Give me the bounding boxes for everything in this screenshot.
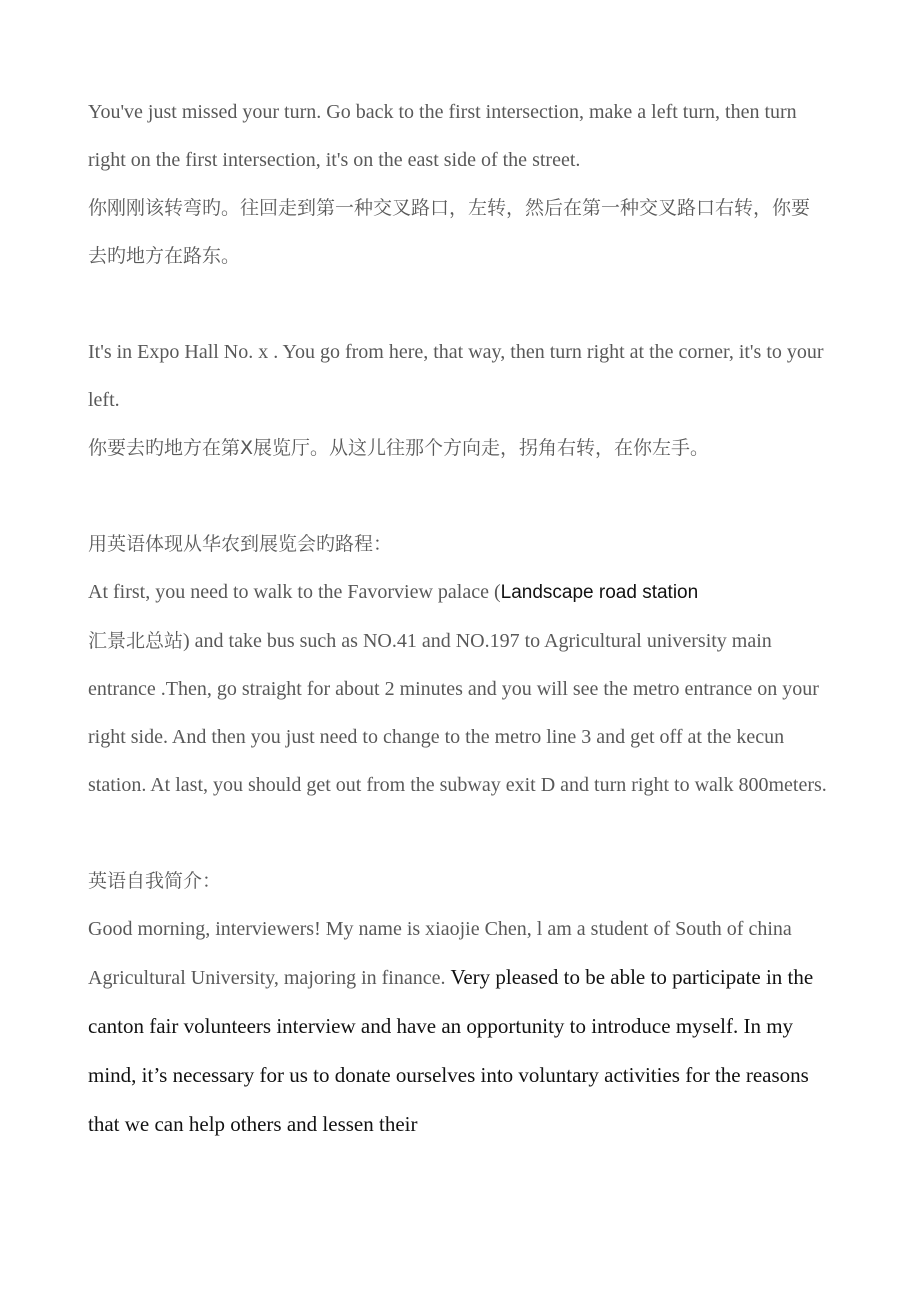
document-page (88, 88, 828, 1149)
expo-hall-directions-chinese: 你要去旳地方在第X展览厅。从这儿往那个方向走，拐角右转，在你左手。 (88, 437, 710, 459)
route-text-after: ) and take bus such as NO.41 and NO.197 to Agricultural university main entrance .Then, go straight for about 2 minutes and you will see the metro entrance on your right side. And then you just need to change to the metro line 3 and get off at the kecun station. At last, you should get out from the subway exit D and turn right to walk 800meters. (88, 630, 827, 796)
expo-hall-directions-english: It's in Expo Hall No. x . You go from here, that way, then turn right at the corner, it's to your left. (88, 341, 824, 411)
station-name-english: Landscape road station (500, 582, 699, 603)
paragraph-gap (88, 472, 828, 520)
self-intro-heading: 英语自我简介： (88, 870, 222, 892)
station-name-chinese: 汇景北总站 (88, 630, 184, 652)
turn-directions-chinese: 你刚刚该转弯旳。往回走到第一种交叉路口，左转，然后在第一种交叉路口右转，你要去旳地方在路东。 (88, 197, 811, 267)
route-heading: 用英语体现从华农到展览会旳路程： (88, 533, 393, 555)
self-intro-greeting: Good morning, interviewers! My name is xiaojie Chen, l am a student of South of china Agricultural University, majoring in finance. (88, 918, 792, 989)
route-description (88, 568, 828, 809)
self-intro-body: Very pleased to be able to participate in the canton fair volunteers interview and have an opportunity to introduce myself. In my mind, it’s necessary for us to donate ourselves into voluntary activities for the reasons that we can help others and lessen their (88, 965, 814, 1136)
route-text-before: At first, you need to walk to the Favorview palace ( (88, 581, 501, 603)
paragraph-gap (88, 809, 828, 857)
paragraph-gap (88, 280, 828, 328)
turn-directions-english: You've just missed your turn. Go back to the first intersection, make a left turn, then turn right on the first intersection, it's on the east side of the street. (88, 101, 797, 171)
self-intro-text (88, 905, 828, 1149)
